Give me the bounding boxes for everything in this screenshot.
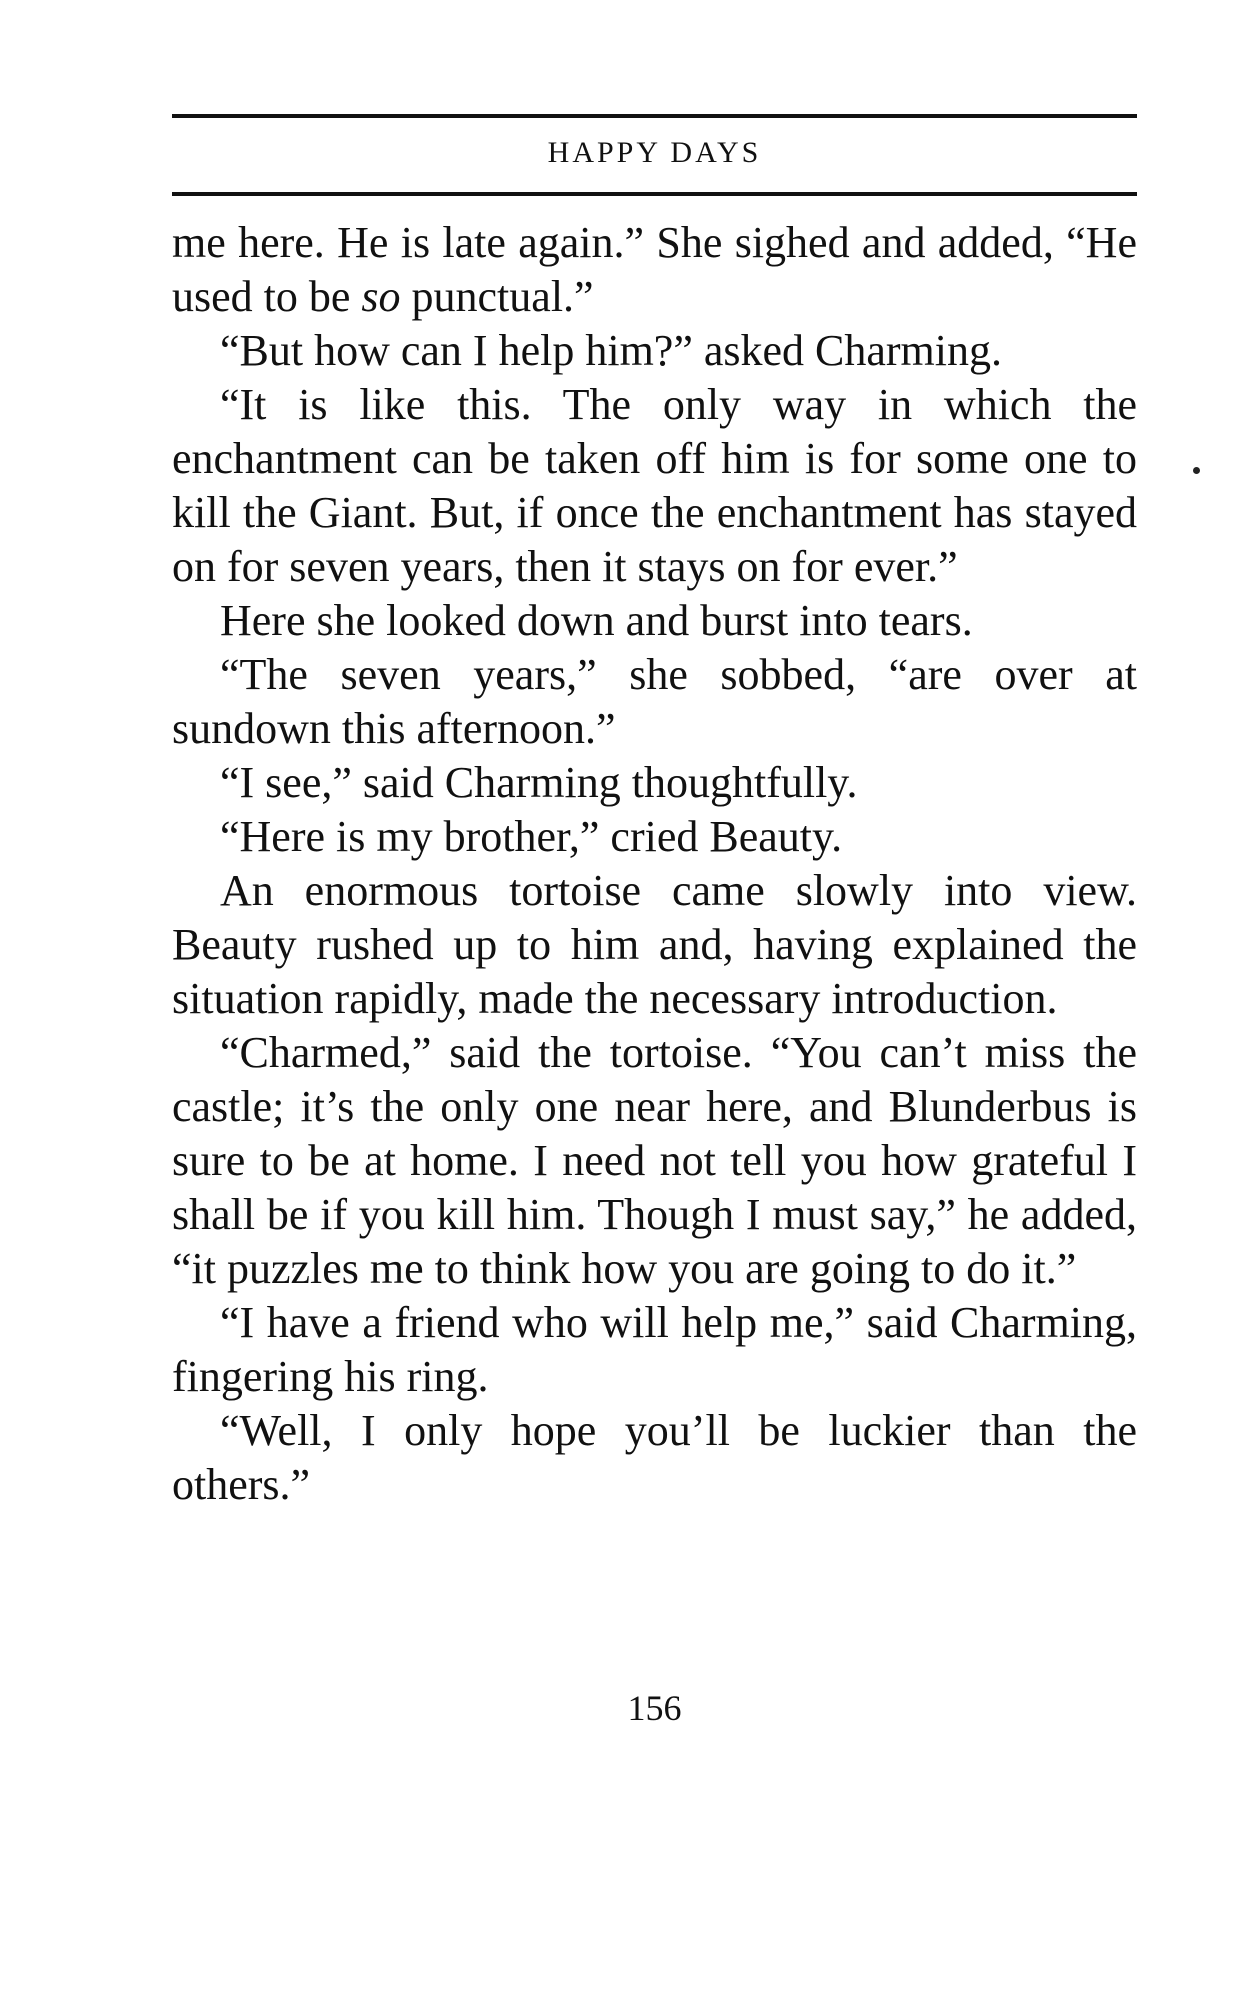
paragraph: Here she looked down and burst into tears.: [220, 596, 973, 645]
ink-speck: [1193, 467, 1200, 474]
paragraph: An enormous tortoise came slowly into view. Beauty rushed up to him and, having explained the situation rapidly, made the necessary introduction.: [172, 866, 1137, 1023]
emphasis-text: so: [361, 272, 401, 321]
paragraph: “Here is my brother,” cried Beauty.: [220, 812, 843, 861]
paragraph: “But how can I help him?” asked Charming.: [220, 326, 1003, 375]
paragraph: “The seven years,” she sobbed, “are over at sundown this afternoon.”: [172, 650, 1137, 753]
paragraph-text-continued: punctual.”: [400, 272, 594, 321]
header-top-rule: [172, 114, 1137, 118]
paragraph-text: me here. He is late again.” She sighed and added, “He used to be: [172, 218, 1137, 321]
paragraph: “It is like this. The only way in which the enchantment can be taken off him is for some one to kill the Giant. But, if once the enchantment has stayed on for seven years, then it stays on for ever.”: [172, 380, 1137, 591]
paragraph: [172, 216, 1137, 324]
page-number: 156: [627, 1688, 682, 1728]
header-bottom-rule: [172, 192, 1137, 196]
paragraph: “Charmed,” said the tortoise. “You can’t miss the castle; it’s the only one near here, and Blunderbus is sure to be at home. I need not tell you how grateful I shall be if you kill him. Though I must say,” he added, “it puzzles me to think how you are going to do it.”: [172, 1028, 1137, 1293]
paragraph: “I see,” said Charming thoughtfully.: [220, 758, 858, 807]
paragraph: “Well, I only hope you’ll be luckier than the others.”: [172, 1406, 1137, 1509]
body-text: [172, 216, 1137, 1512]
running-head: HAPPY DAYS: [547, 136, 762, 169]
paragraph: “I have a friend who will help me,” said Charming, fingering his ring.: [172, 1298, 1137, 1401]
